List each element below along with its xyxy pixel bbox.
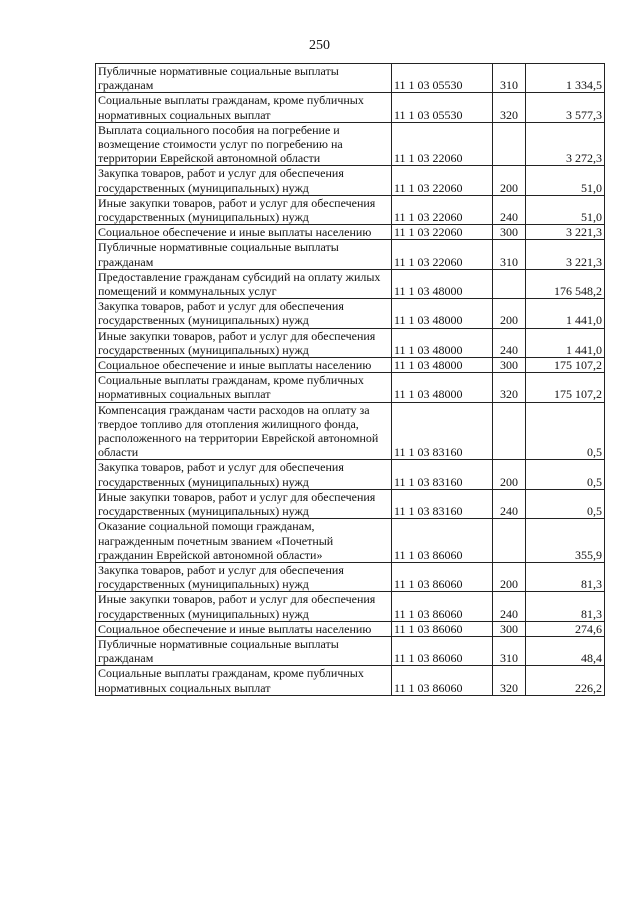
row-amount: 0,5 (526, 402, 605, 460)
row-amount: 51,0 (526, 166, 605, 195)
table-row (96, 299, 605, 328)
row-amount: 1 441,0 (526, 299, 605, 328)
table-row (96, 328, 605, 357)
row-expense-type (493, 519, 526, 563)
row-expense-type (493, 122, 526, 166)
table-row (96, 225, 605, 240)
table-row (96, 489, 605, 518)
row-description: Иные закупки товаров, работ и услуг для обеспечения государственных (муниципальных) нужд (96, 489, 392, 518)
row-description: Публичные нормативные социальные выплаты гражданам (96, 64, 392, 93)
page-number: 250 (309, 38, 330, 53)
row-budget-code: 11 1 03 48000 (392, 373, 493, 402)
row-amount: 51,0 (526, 195, 605, 224)
row-expense-type: 320 (493, 666, 526, 695)
row-amount: 3 577,3 (526, 93, 605, 122)
row-description: Социальное обеспечение и иные выплаты населению (96, 358, 392, 373)
row-description: Закупка товаров, работ и услуг для обеспечения государственных (муниципальных) нужд (96, 562, 392, 591)
row-expense-type: 240 (493, 489, 526, 518)
table-row (96, 636, 605, 665)
row-description: Иные закупки товаров, работ и услуг для обеспечения государственных (муниципальных) нужд (96, 592, 392, 621)
row-budget-code: 11 1 03 83160 (392, 402, 493, 460)
row-expense-type: 310 (493, 636, 526, 665)
budget-table-body (96, 64, 605, 696)
row-budget-code: 11 1 03 22060 (392, 225, 493, 240)
row-budget-code: 11 1 03 86060 (392, 666, 493, 695)
row-description: Публичные нормативные социальные выплаты гражданам (96, 240, 392, 269)
row-expense-type (493, 402, 526, 460)
row-amount: 226,2 (526, 666, 605, 695)
row-description: Публичные нормативные социальные выплаты гражданам (96, 636, 392, 665)
table-row (96, 358, 605, 373)
table-row (96, 519, 605, 563)
row-budget-code: 11 1 03 22060 (392, 195, 493, 224)
row-budget-code: 11 1 03 48000 (392, 328, 493, 357)
row-description: Социальные выплаты гражданам, кроме публичных нормативных социальных выплат (96, 373, 392, 402)
table-row (96, 64, 605, 93)
row-budget-code: 11 1 03 05530 (392, 64, 493, 93)
row-budget-code: 11 1 03 86060 (392, 592, 493, 621)
budget-table (95, 63, 605, 696)
row-amount: 274,6 (526, 621, 605, 636)
row-expense-type: 200 (493, 166, 526, 195)
row-expense-type: 310 (493, 64, 526, 93)
table-row (96, 460, 605, 489)
row-amount: 81,3 (526, 592, 605, 621)
row-expense-type: 320 (493, 93, 526, 122)
row-description: Иные закупки товаров, работ и услуг для обеспечения государственных (муниципальных) нужд (96, 328, 392, 357)
table-row (96, 240, 605, 269)
table-row (96, 592, 605, 621)
row-description: Закупка товаров, работ и услуг для обеспечения государственных (муниципальных) нужд (96, 299, 392, 328)
row-budget-code: 11 1 03 83160 (392, 460, 493, 489)
table-row (96, 666, 605, 695)
row-description: Социальные выплаты гражданам, кроме публичных нормативных социальных выплат (96, 93, 392, 122)
row-expense-type: 300 (493, 358, 526, 373)
table-row (96, 621, 605, 636)
row-budget-code: 11 1 03 86060 (392, 636, 493, 665)
row-expense-type: 200 (493, 562, 526, 591)
row-expense-type: 240 (493, 592, 526, 621)
table-row (96, 195, 605, 224)
row-expense-type: 300 (493, 621, 526, 636)
row-expense-type: 240 (493, 195, 526, 224)
row-expense-type: 320 (493, 373, 526, 402)
row-amount: 175 107,2 (526, 358, 605, 373)
row-expense-type: 200 (493, 460, 526, 489)
table-row (96, 122, 605, 166)
row-expense-type: 200 (493, 299, 526, 328)
row-amount: 355,9 (526, 519, 605, 563)
row-description: Социальные выплаты гражданам, кроме публичных нормативных социальных выплат (96, 666, 392, 695)
row-expense-type (493, 269, 526, 298)
row-amount: 175 107,2 (526, 373, 605, 402)
row-amount: 81,3 (526, 562, 605, 591)
row-expense-type: 300 (493, 225, 526, 240)
row-budget-code: 11 1 03 83160 (392, 489, 493, 518)
row-budget-code: 11 1 03 48000 (392, 358, 493, 373)
table-row (96, 402, 605, 460)
row-expense-type: 240 (493, 328, 526, 357)
row-amount: 48,4 (526, 636, 605, 665)
row-description: Компенсация гражданам части расходов на оплату за твердое топливо для отопления жилищного фонда, расположенного на территории Еврейской автономной области (96, 402, 392, 460)
row-budget-code: 11 1 03 22060 (392, 122, 493, 166)
row-amount: 0,5 (526, 460, 605, 489)
row-amount: 3 221,3 (526, 225, 605, 240)
row-description: Предоставление гражданам субсидий на оплату жилых помещений и коммунальных услуг (96, 269, 392, 298)
row-budget-code: 11 1 03 48000 (392, 269, 493, 298)
row-description: Социальное обеспечение и иные выплаты населению (96, 225, 392, 240)
row-description: Иные закупки товаров, работ и услуг для обеспечения государственных (муниципальных) нужд (96, 195, 392, 224)
row-budget-code: 11 1 03 05530 (392, 93, 493, 122)
table-row (96, 373, 605, 402)
row-description: Оказание социальной помощи гражданам, награжденным почетным званием «Почетный гражданин Еврейской автономной области» (96, 519, 392, 563)
row-budget-code: 11 1 03 86060 (392, 621, 493, 636)
table-row (96, 166, 605, 195)
row-budget-code: 11 1 03 22060 (392, 166, 493, 195)
row-description: Закупка товаров, работ и услуг для обеспечения государственных (муниципальных) нужд (96, 460, 392, 489)
row-amount: 3 272,3 (526, 122, 605, 166)
row-amount: 1 441,0 (526, 328, 605, 357)
table-row (96, 562, 605, 591)
row-amount: 0,5 (526, 489, 605, 518)
row-description: Социальное обеспечение и иные выплаты населению (96, 621, 392, 636)
row-amount: 3 221,3 (526, 240, 605, 269)
table-row (96, 93, 605, 122)
row-budget-code: 11 1 03 86060 (392, 519, 493, 563)
row-amount: 1 334,5 (526, 64, 605, 93)
table-row (96, 269, 605, 298)
row-budget-code: 11 1 03 86060 (392, 562, 493, 591)
row-budget-code: 11 1 03 48000 (392, 299, 493, 328)
row-description: Закупка товаров, работ и услуг для обеспечения государственных (муниципальных) нужд (96, 166, 392, 195)
row-budget-code: 11 1 03 22060 (392, 240, 493, 269)
row-expense-type: 310 (493, 240, 526, 269)
row-amount: 176 548,2 (526, 269, 605, 298)
row-description: Выплата социального пособия на погребение и возмещение стоимости услуг по погребению на территории Еврейской автономной области (96, 122, 392, 166)
